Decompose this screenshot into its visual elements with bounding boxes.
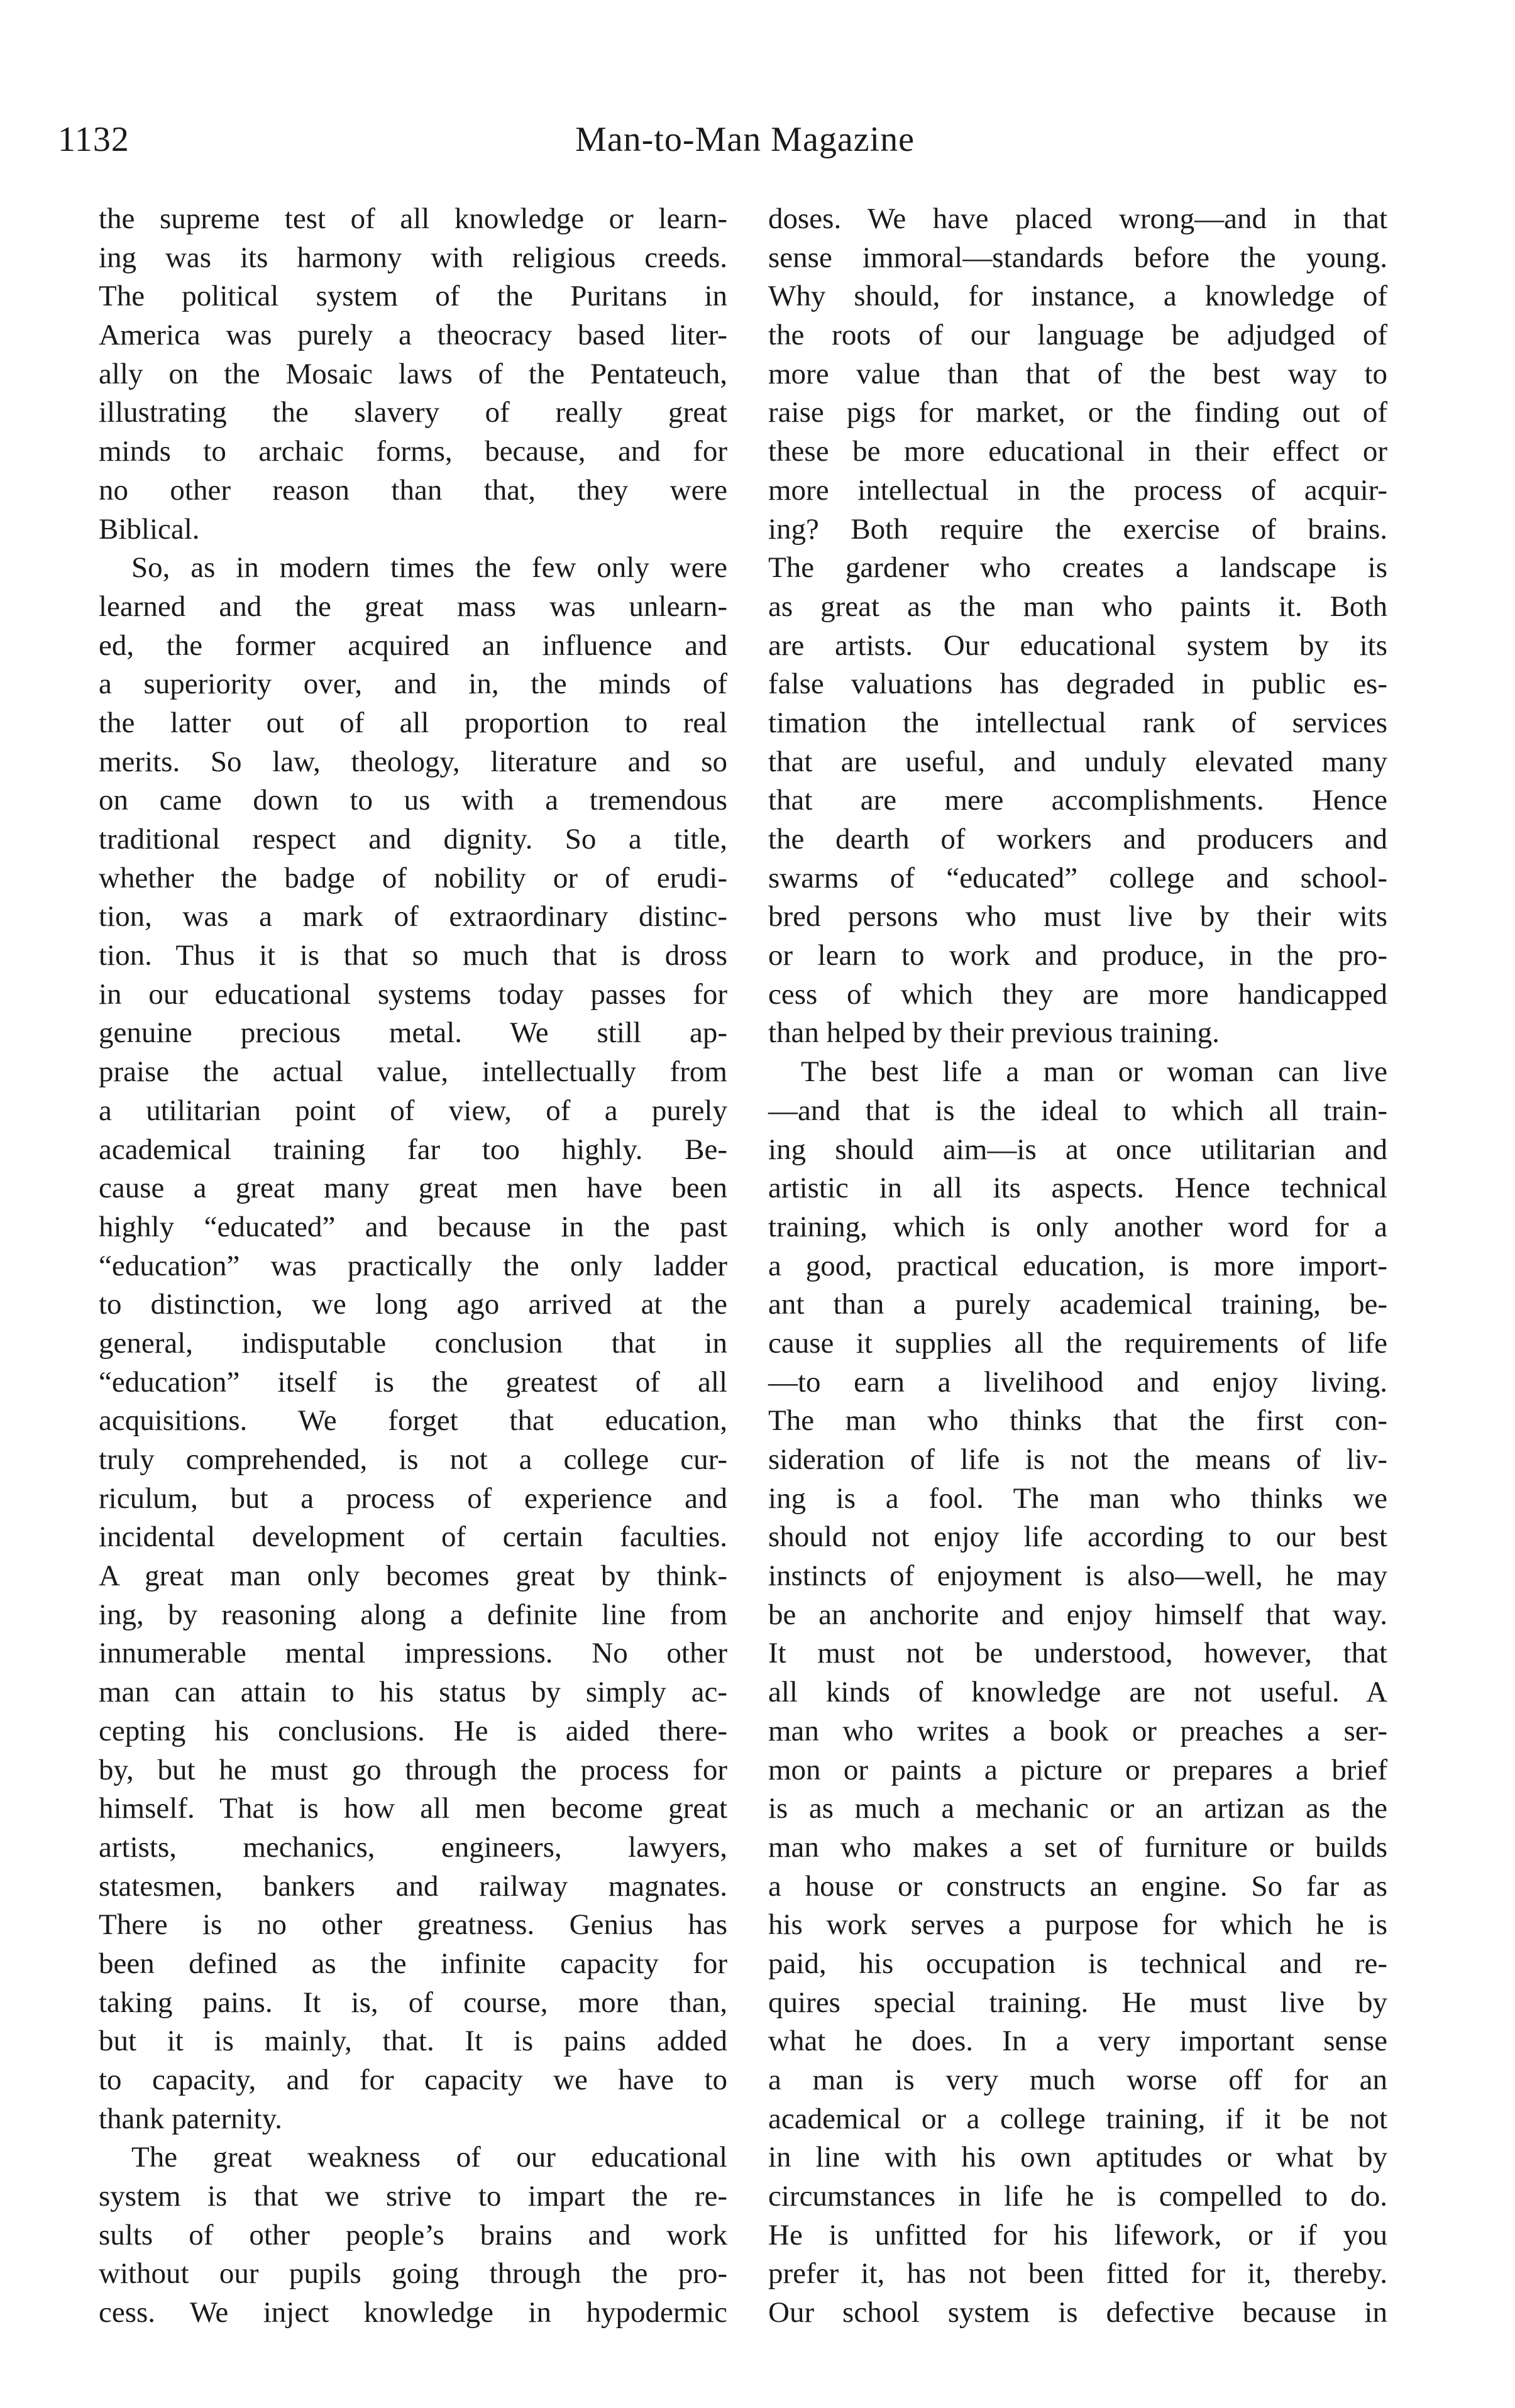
text-line: The gardener who creates a landscape is bbox=[768, 551, 1387, 585]
text-line: the dearth of workers and producers and bbox=[768, 823, 1387, 855]
text-line: ing was its harmony with religious creeds. bbox=[99, 241, 727, 274]
text-line: more value than that of the best way to bbox=[768, 357, 1387, 390]
text-line: ed, the former acquired an influence and bbox=[99, 629, 727, 662]
text-line: artistic in all its aspects. Hence technical bbox=[768, 1172, 1387, 1205]
text-line: but it is mainly, that. It is pains added bbox=[99, 2025, 727, 2058]
right-column bbox=[768, 200, 1387, 2333]
text-line: acquisitions. We forget that education, bbox=[99, 1404, 727, 1438]
text-line: general, indisputable conclusion that in bbox=[99, 1326, 727, 1360]
text-line: what he does. In a very important sense bbox=[768, 2025, 1387, 2058]
text-line: false valuations has degraded in public es- bbox=[768, 668, 1387, 701]
text-line: bred persons who must live by their wits bbox=[768, 900, 1387, 933]
text-line: minds to archaic forms, because, and for bbox=[99, 435, 727, 468]
text-line: A great man only becomes great by think- bbox=[99, 1559, 727, 1593]
text-line: training, which is only another word for a bbox=[768, 1210, 1387, 1243]
text-line: his work serves a purpose for which he is bbox=[768, 1908, 1387, 1942]
text-line: —and that is the ideal to which all train- bbox=[768, 1094, 1387, 1127]
text-line: statesmen, bankers and railway magnates. bbox=[99, 1869, 727, 1903]
text-line: academical or a college training, if it be not bbox=[768, 2102, 1387, 2135]
text-line: been defined as the infinite capacity for bbox=[99, 1947, 727, 1980]
text-line: circumstances in life he is compelled to do. bbox=[768, 2180, 1387, 2213]
text-line: that are useful, and unduly elevated many bbox=[768, 745, 1387, 778]
text-line: riculum, but a process of experience and bbox=[99, 1482, 727, 1515]
text-line: without our pupils going through the pro- bbox=[99, 2257, 727, 2290]
text-line: ing? Both require the exercise of brains. bbox=[768, 512, 1387, 546]
text-line: a house or constructs an engine. So far as bbox=[768, 1869, 1387, 1903]
text-line: Why should, for instance, a knowledge of bbox=[768, 280, 1387, 313]
text-line: is as much a mechanic or an artizan as the bbox=[768, 1792, 1387, 1825]
text-line: academical training far too highly. Be- bbox=[99, 1133, 727, 1166]
text-line: tion. Thus it is that so much that is dross bbox=[99, 939, 727, 972]
text-line: man who makes a set of furniture or builds bbox=[768, 1830, 1387, 1864]
text-line: So, as in modern times the few only were bbox=[131, 551, 727, 585]
page-number: 1132 bbox=[58, 120, 129, 159]
text-line: sense immoral—standards before the young. bbox=[768, 241, 1387, 274]
text-line: illustrating the slavery of really great bbox=[99, 396, 727, 429]
text-line: ant than a purely academical training, be- bbox=[768, 1288, 1387, 1321]
text-line: by, but he must go through the process for bbox=[99, 1753, 727, 1786]
text-line: man can attain to his status by simply ac- bbox=[99, 1676, 727, 1709]
text-line: There is no other greatness. Genius has bbox=[99, 1908, 727, 1942]
text-line: truly comprehended, is not a college cur- bbox=[99, 1443, 727, 1476]
text-line: himself. That is how all men become great bbox=[99, 1792, 727, 1825]
text-line: a utilitarian point of view, of a purely bbox=[99, 1094, 727, 1127]
text-line: Biblical. bbox=[99, 512, 200, 546]
text-line: cess of which they are more handicapped bbox=[768, 977, 1387, 1011]
text-line: instincts of enjoyment is also—well, he may bbox=[768, 1559, 1387, 1593]
text-line: as great as the man who paints it. Both bbox=[768, 590, 1387, 623]
text-line: genuine precious metal. We still ap- bbox=[99, 1016, 727, 1050]
text-line: “education” was practically the only ladder bbox=[99, 1249, 727, 1282]
text-line: the roots of our language be adjudged of bbox=[768, 319, 1387, 352]
text-line: should not enjoy life according to our best bbox=[768, 1520, 1387, 1554]
text-line: quires special training. He must live by bbox=[768, 1986, 1387, 2019]
text-line: America was purely a theocracy based liter- bbox=[99, 319, 727, 352]
text-line: be an anchorite and enjoy himself that way. bbox=[768, 1598, 1387, 1631]
text-line: mon or paints a picture or prepares a brief bbox=[768, 1753, 1387, 1786]
text-line: prefer it, has not been fitted for it, thereby. bbox=[768, 2257, 1387, 2290]
text-line: ing should aim—is at once utilitarian and bbox=[768, 1133, 1387, 1166]
text-line: “education” itself is the greatest of all bbox=[99, 1365, 727, 1399]
text-line: in line with his own aptitudes or what by bbox=[768, 2141, 1387, 2174]
text-line: system is that we strive to impart the re- bbox=[99, 2180, 727, 2213]
running-header-title: Man-to-Man Magazine bbox=[575, 120, 915, 159]
text-line: the supreme test of all knowledge or learn- bbox=[99, 202, 727, 235]
text-line: merits. So law, theology, literature and so bbox=[99, 745, 727, 778]
text-line: He is unfitted for his lifework, or if you bbox=[768, 2218, 1387, 2251]
text-line: cepting his conclusions. He is aided there- bbox=[99, 1714, 727, 1747]
text-line: man who writes a book or preaches a ser- bbox=[768, 1714, 1387, 1747]
text-line: traditional respect and dignity. So a title, bbox=[99, 823, 727, 855]
text-line: all kinds of knowledge are not useful. A bbox=[768, 1676, 1387, 1709]
text-line: paid, his occupation is technical and re- bbox=[768, 1947, 1387, 1980]
text-line: The great weakness of our educational bbox=[131, 2141, 727, 2174]
text-line: to distinction, we long ago arrived at the bbox=[99, 1288, 727, 1321]
text-line: sideration of life is not the means of liv- bbox=[768, 1443, 1387, 1476]
text-line: cess. We inject knowledge in hypodermic bbox=[99, 2296, 727, 2329]
text-line: a superiority over, and in, the minds of bbox=[99, 668, 727, 701]
text-line: taking pains. It is, of course, more than, bbox=[99, 1986, 727, 2019]
text-line: more intellectual in the process of acquir- bbox=[768, 473, 1387, 507]
text-line: to capacity, and for capacity we have to bbox=[99, 2064, 727, 2096]
text-line: doses. We have placed wrong—and in that bbox=[768, 202, 1387, 235]
text-line: thank paternity. bbox=[99, 2102, 282, 2135]
text-line: highly “educated” and because in the past bbox=[99, 1210, 727, 1243]
text-line: ing, by reasoning along a definite line from bbox=[99, 1598, 727, 1631]
text-line: The political system of the Puritans in bbox=[99, 280, 727, 313]
text-line: learned and the great mass was unlearn- bbox=[99, 590, 727, 623]
text-line: cause it supplies all the requirements of life bbox=[768, 1326, 1387, 1360]
text-line: are artists. Our educational system by its bbox=[768, 629, 1387, 662]
text-line: these be more educational in their effect or bbox=[768, 435, 1387, 468]
text-line: swarms of “educated” college and school- bbox=[768, 861, 1387, 894]
text-line: praise the actual value, intellectually from bbox=[99, 1055, 727, 1089]
text-line: sults of other people’s brains and work bbox=[99, 2218, 727, 2251]
text-line: incidental development of certain faculties. bbox=[99, 1520, 727, 1554]
text-line: a good, practical education, is more import- bbox=[768, 1249, 1387, 1282]
text-line: that are mere accomplishments. Hence bbox=[768, 784, 1387, 817]
text-line: in our educational systems today passes for bbox=[99, 977, 727, 1011]
text-line: on came down to us with a tremendous bbox=[99, 784, 727, 817]
text-line: the latter out of all proportion to real bbox=[99, 706, 727, 739]
text-line: ally on the Mosaic laws of the Pentateuch, bbox=[99, 357, 727, 390]
text-line: cause a great many great men have been bbox=[99, 1172, 727, 1205]
text-line: whether the badge of nobility or of erudi- bbox=[99, 861, 727, 894]
text-line: ing is a fool. The man who thinks we bbox=[768, 1482, 1387, 1515]
text-line: a man is very much worse off for an bbox=[768, 2064, 1387, 2096]
text-line: artists, mechanics, engineers, lawyers, bbox=[99, 1830, 727, 1864]
text-line: or learn to work and produce, in the pro- bbox=[768, 939, 1387, 972]
text-line: The best life a man or woman can live bbox=[801, 1055, 1387, 1089]
text-line: no other reason than that, they were bbox=[99, 473, 727, 507]
text-line: Our school system is defective because in bbox=[768, 2296, 1387, 2329]
text-line: It must not be understood, however, that bbox=[768, 1637, 1387, 1670]
text-line: innumerable mental impressions. No other bbox=[99, 1637, 727, 1670]
left-column bbox=[99, 200, 727, 2333]
text-line: tion, was a mark of extraordinary distinc- bbox=[99, 900, 727, 933]
text-line: The man who thinks that the first con- bbox=[768, 1404, 1387, 1438]
text-line: raise pigs for market, or the finding out of bbox=[768, 396, 1387, 429]
text-line: timation the intellectual rank of services bbox=[768, 706, 1387, 739]
text-line: —to earn a livelihood and enjoy living. bbox=[768, 1365, 1387, 1399]
text-line: than helped by their previous training. bbox=[768, 1016, 1220, 1050]
